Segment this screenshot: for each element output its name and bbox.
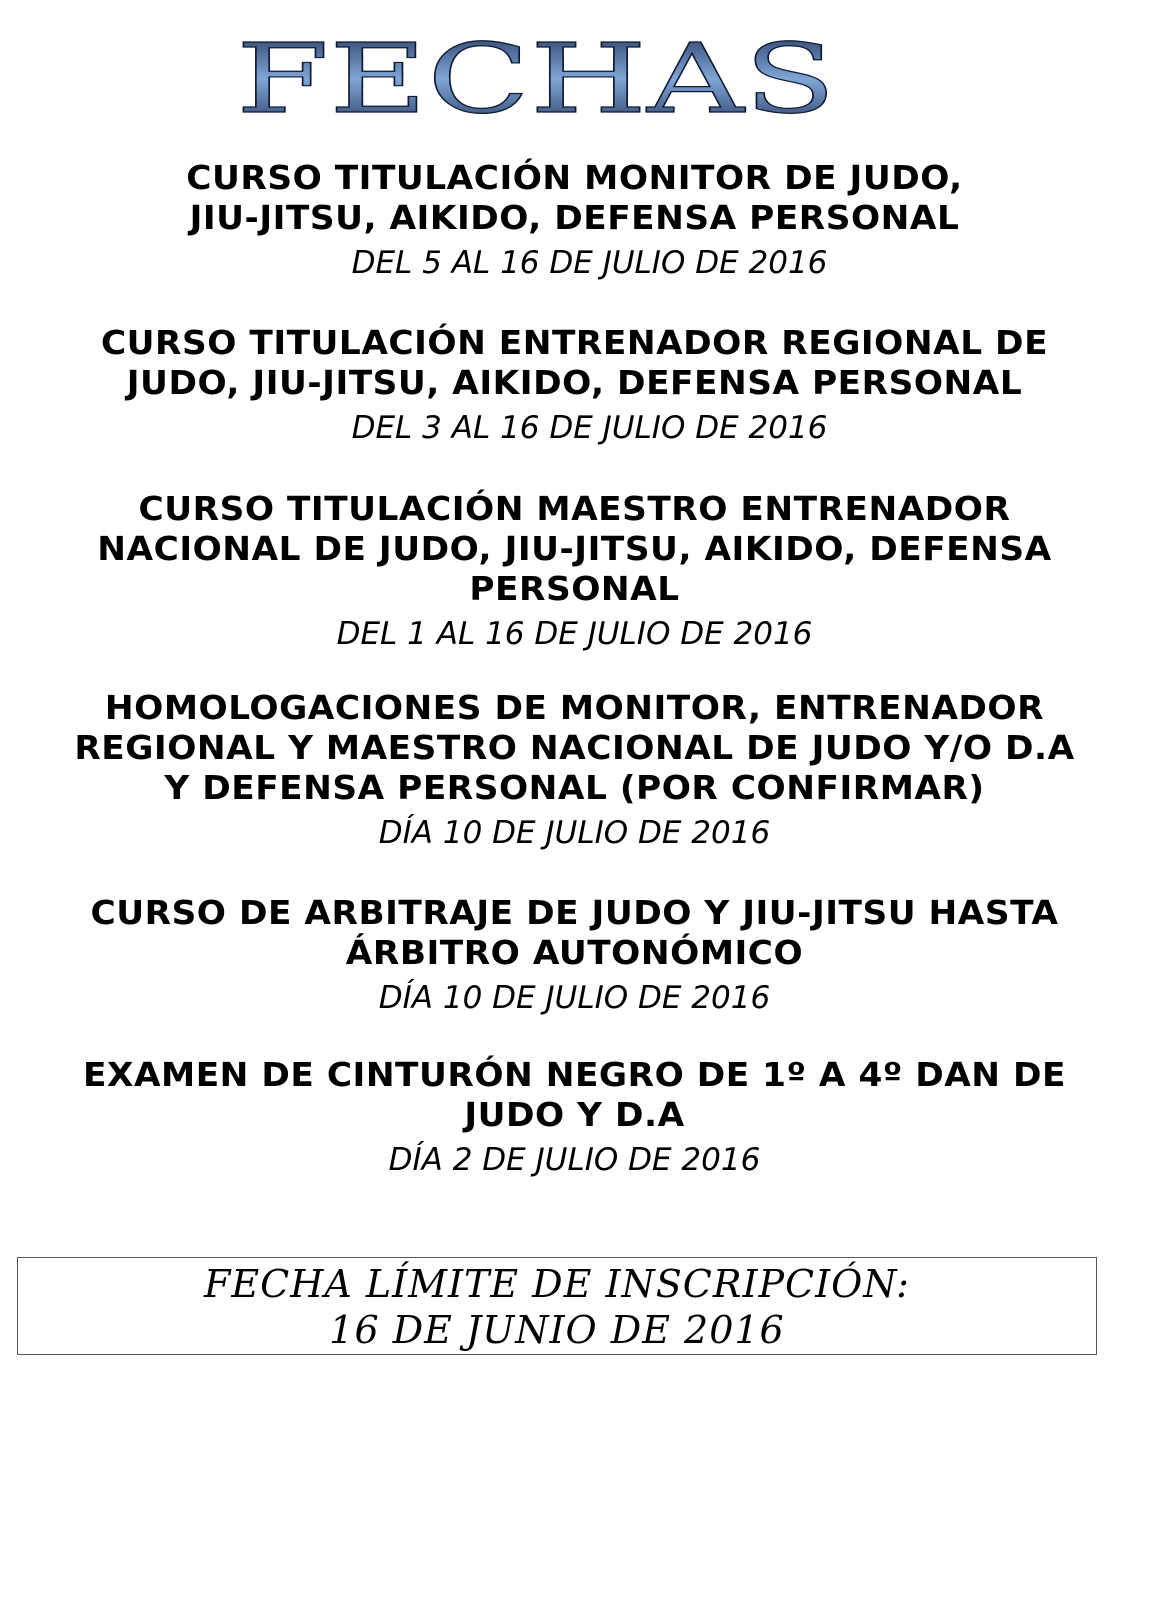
registration-deadline-box	[17, 1257, 1097, 1355]
course-heading-line: JUDO Y D.A	[464, 1095, 685, 1134]
course-heading-line: CURSO DE ARBITRAJE DE JUDO Y JIU-JITSU HASTA	[90, 893, 1059, 932]
course-heading	[0, 323, 1149, 403]
course-heading-line: NACIONAL DE JUDO, JIU-JITSU, AIKIDO, DEFENSA	[97, 529, 1052, 568]
course-date: DEL 1 AL 16 DE JULIO DE 2016	[336, 616, 813, 652]
deadline-label: FECHA LÍMITE DE INSCRIPCIÓN:	[204, 1262, 910, 1306]
course-heading	[0, 489, 1149, 609]
course-heading-line: EXAMEN DE CINTURÓN NEGRO DE 1º A 4º DAN DE	[83, 1055, 1066, 1094]
course-date: DÍA 10 DE JULIO DE 2016	[378, 980, 771, 1016]
course-date: DEL 3 AL 16 DE JULIO DE 2016	[351, 410, 828, 446]
course-heading-line: Y DEFENSA PERSONAL (POR CONFIRMAR)	[164, 768, 985, 807]
course-heading-line: JIU-JITSU, AIKIDO, DEFENSA PERSONAL	[189, 198, 960, 237]
course-section	[0, 489, 1149, 654]
course-date: DEL 5 AL 16 DE JULIO DE 2016	[351, 245, 828, 281]
course-heading-line: CURSO TITULACIÓN MONITOR DE JUDO,	[186, 158, 963, 197]
course-heading-line: CURSO TITULACIÓN MAESTRO ENTRENADOR	[138, 489, 1011, 528]
page-title-text: FECHAS	[236, 32, 836, 132]
course-heading	[0, 688, 1149, 808]
page-title-graphic	[0, 32, 1149, 132]
course-heading-line: JUDO, JIU-JITSU, AIKIDO, DEFENSA PERSONAL	[126, 363, 1023, 402]
course-date: DÍA 2 DE JULIO DE 2016	[388, 1142, 761, 1178]
course-heading-line: PERSONAL	[469, 569, 680, 608]
course-heading	[0, 158, 1149, 238]
course-heading-line: HOMOLOGACIONES DE MONITOR, ENTRENADOR	[104, 688, 1045, 727]
course-heading-line: CURSO TITULACIÓN ENTRENADOR REGIONAL DE	[100, 323, 1049, 362]
course-section	[0, 1055, 1149, 1180]
course-heading-line: REGIONAL Y MAESTRO NACIONAL DE JUDO Y/O D.A	[74, 728, 1075, 767]
course-heading	[0, 1055, 1149, 1135]
course-heading	[0, 893, 1149, 973]
course-section	[0, 323, 1149, 448]
deadline-date: 16 DE JUNIO DE 2016	[329, 1308, 785, 1352]
course-section	[0, 158, 1149, 283]
course-section	[0, 688, 1149, 853]
course-heading-line: ÁRBITRO AUTONÓMICO	[345, 933, 804, 972]
course-date: DÍA 10 DE JULIO DE 2016	[378, 815, 771, 851]
page-title	[0, 32, 1149, 132]
course-section	[0, 893, 1149, 1018]
